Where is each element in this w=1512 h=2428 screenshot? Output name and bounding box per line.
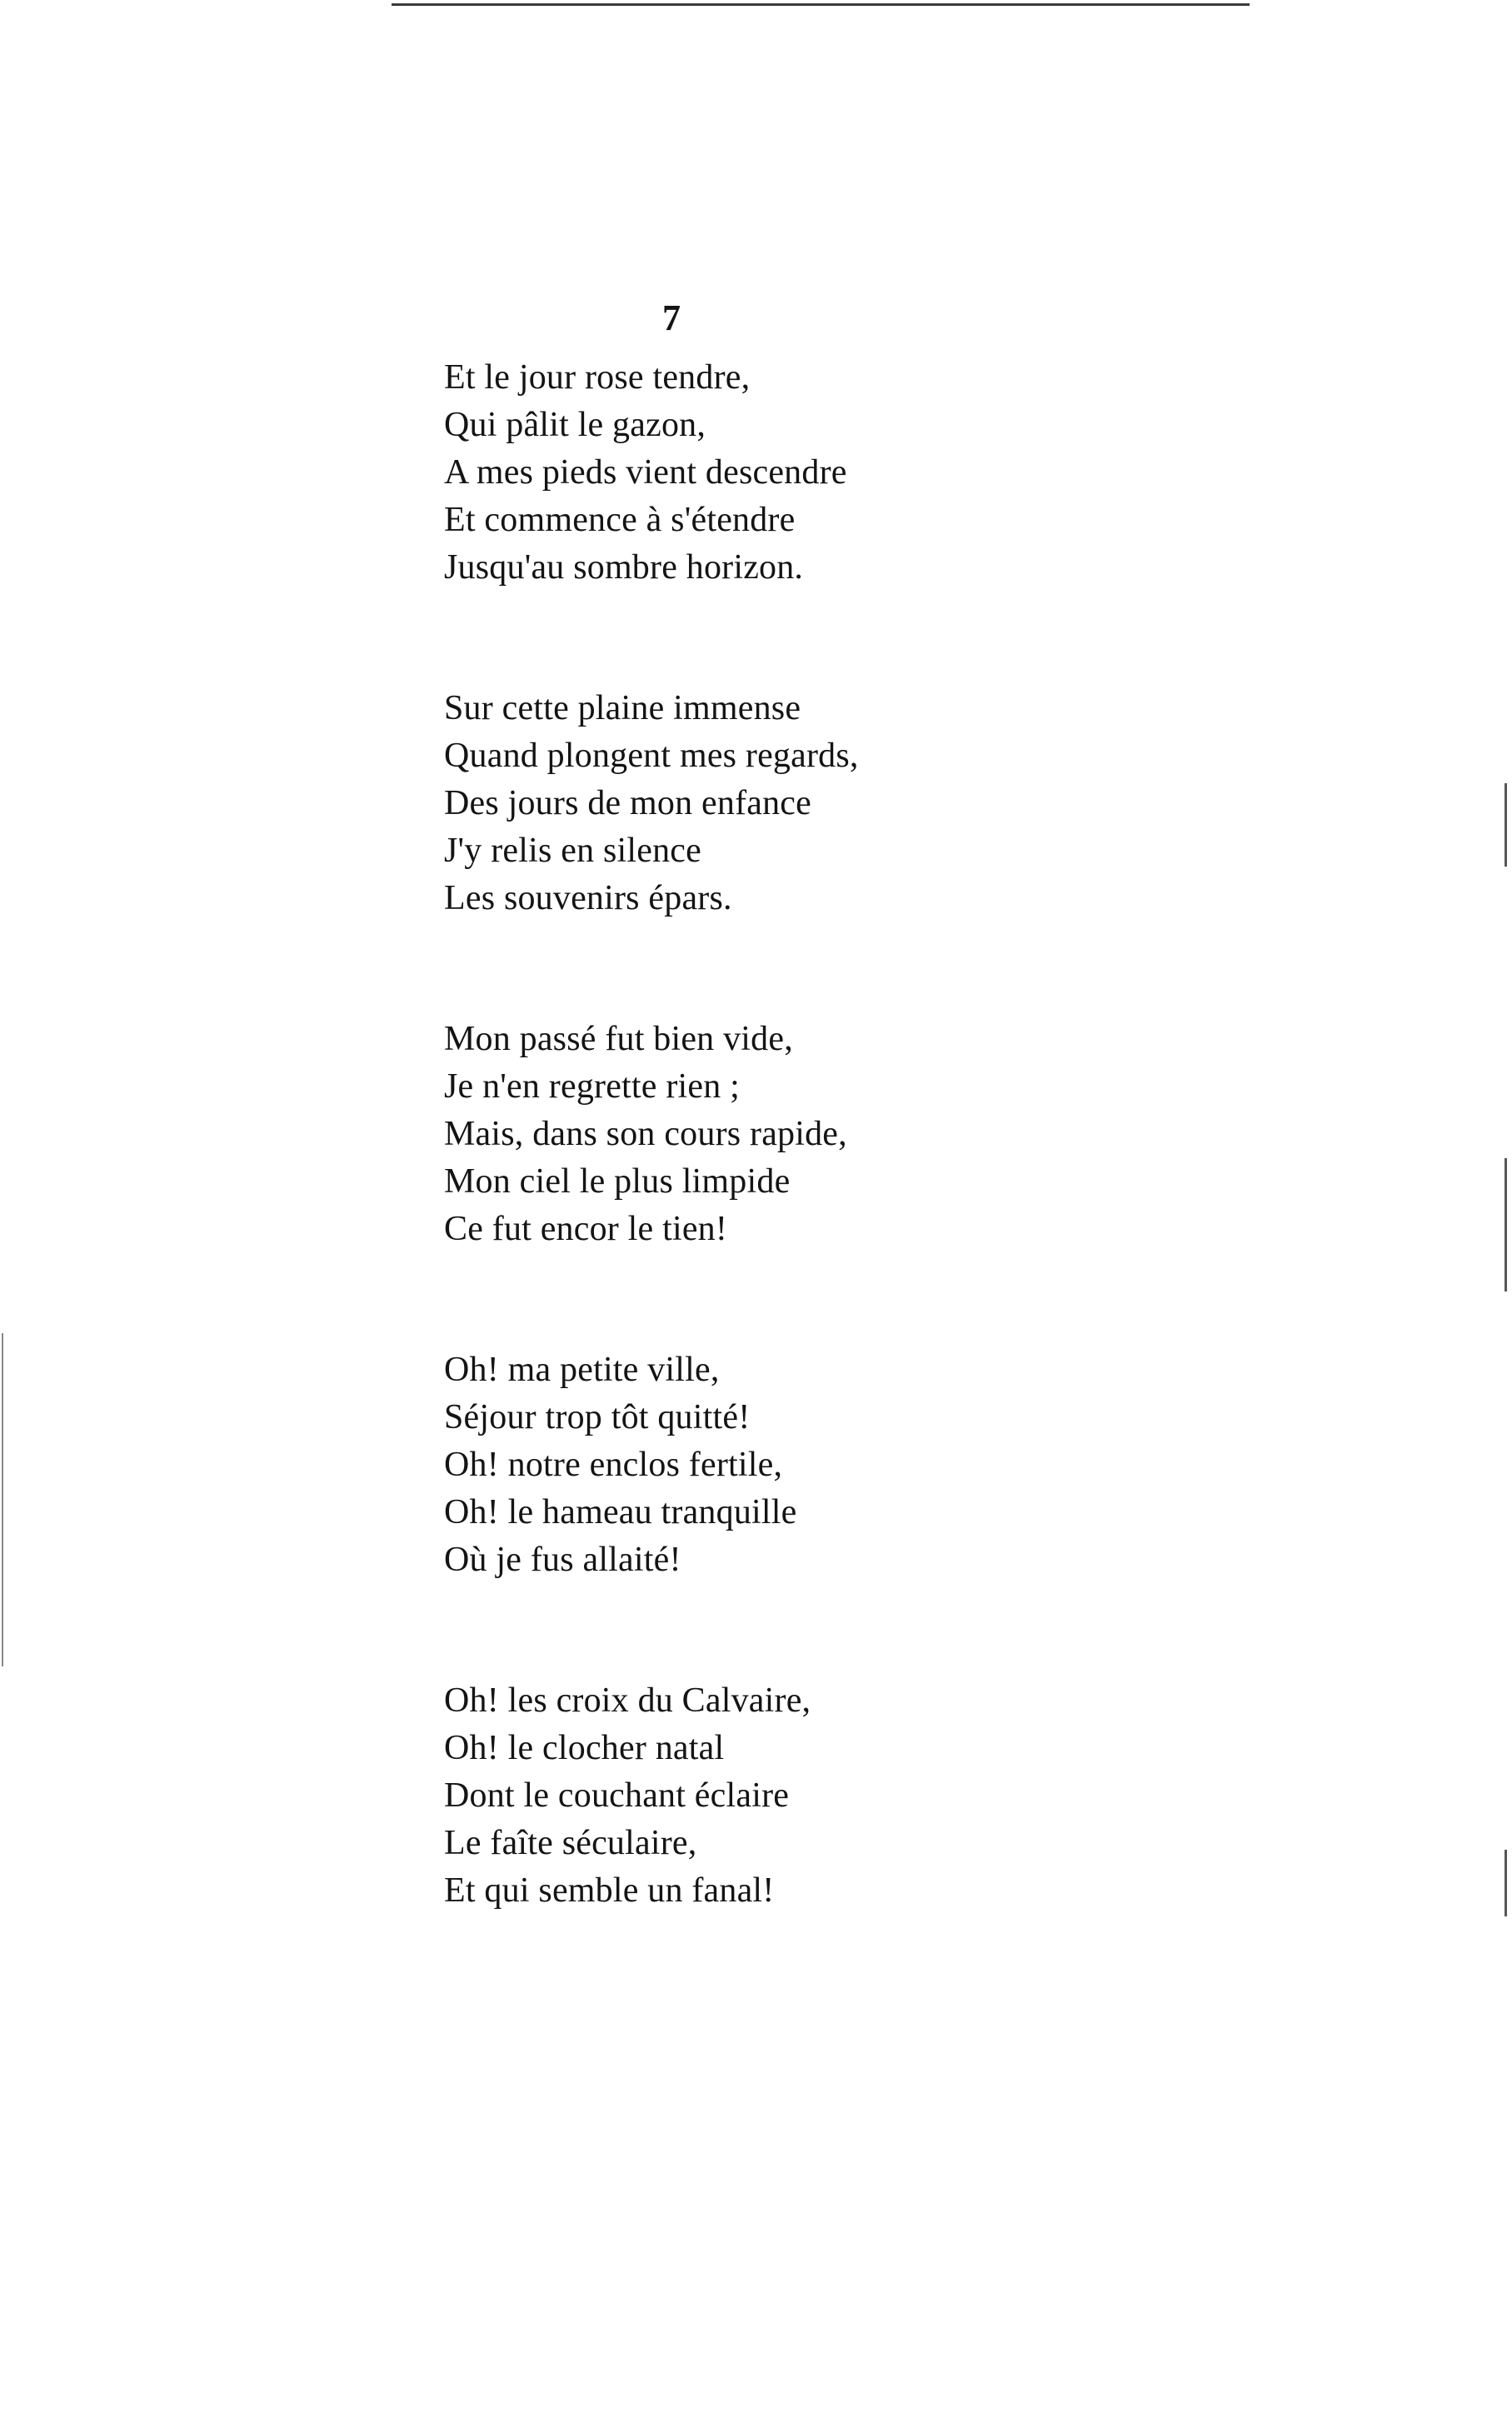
poem-line: Et le jour rose tendre, [444, 358, 751, 397]
poem-line: Quand plongent mes regards, [444, 737, 859, 775]
top-edge-rule [392, 3, 1250, 6]
poem-line: Dont le couchant éclaire [444, 1776, 790, 1815]
poem-line: Oh! les croix du Calvaire, [444, 1681, 811, 1720]
poem-line: Des jours de mon enfance [444, 784, 811, 822]
poem-body [444, 354, 1277, 2008]
poem-line: Oh! notre enclos fertile, [444, 1446, 783, 1484]
poem-line: Les souvenirs épars. [444, 879, 732, 917]
right-edge-mark [1505, 783, 1507, 867]
stanza [444, 1346, 1277, 1584]
poem-line: Jusqu'au sombre horizon. [444, 548, 804, 587]
poem-line: Qui pâlit le gazon, [444, 406, 706, 444]
right-edge-mark [1505, 1850, 1507, 1916]
poem-line: Sur cette plaine immense [444, 689, 801, 727]
page-number: 7 [662, 297, 681, 338]
stanza [444, 685, 1277, 922]
stanza [444, 1016, 1277, 1253]
poem-line: Et commence à s'étendre [444, 501, 796, 539]
stanza [444, 354, 1277, 592]
poem-line: Ce fut encor le tien! [444, 1210, 728, 1248]
poem-line: Mon ciel le plus limpide [444, 1162, 791, 1201]
poem-line: Je n'en regrette rien ; [444, 1067, 740, 1106]
poem-line: J'y relis en silence [444, 832, 701, 870]
poem-line: Le faîte séculaire, [444, 1824, 697, 1862]
poem-line: Et qui semble un fanal! [444, 1871, 775, 1910]
poem-line: Mon passé fut bien vide, [444, 1020, 793, 1058]
poem-line: A mes pieds vient descendre [444, 453, 847, 492]
poem-line: Mais, dans son cours rapide, [444, 1115, 847, 1153]
poem-line: Oh! le clocher natal [444, 1729, 725, 1767]
poem-line: Séjour trop tôt quitté! [444, 1398, 751, 1436]
stanza [444, 1677, 1277, 1915]
poem-line: Oh! le hameau tranquille [444, 1493, 797, 1531]
left-edge-mark [2, 1333, 3, 1666]
poem-line: Où je fus allaité! [444, 1541, 681, 1579]
poem-line: Oh! ma petite ville, [444, 1351, 720, 1389]
right-edge-mark [1505, 1158, 1507, 1291]
